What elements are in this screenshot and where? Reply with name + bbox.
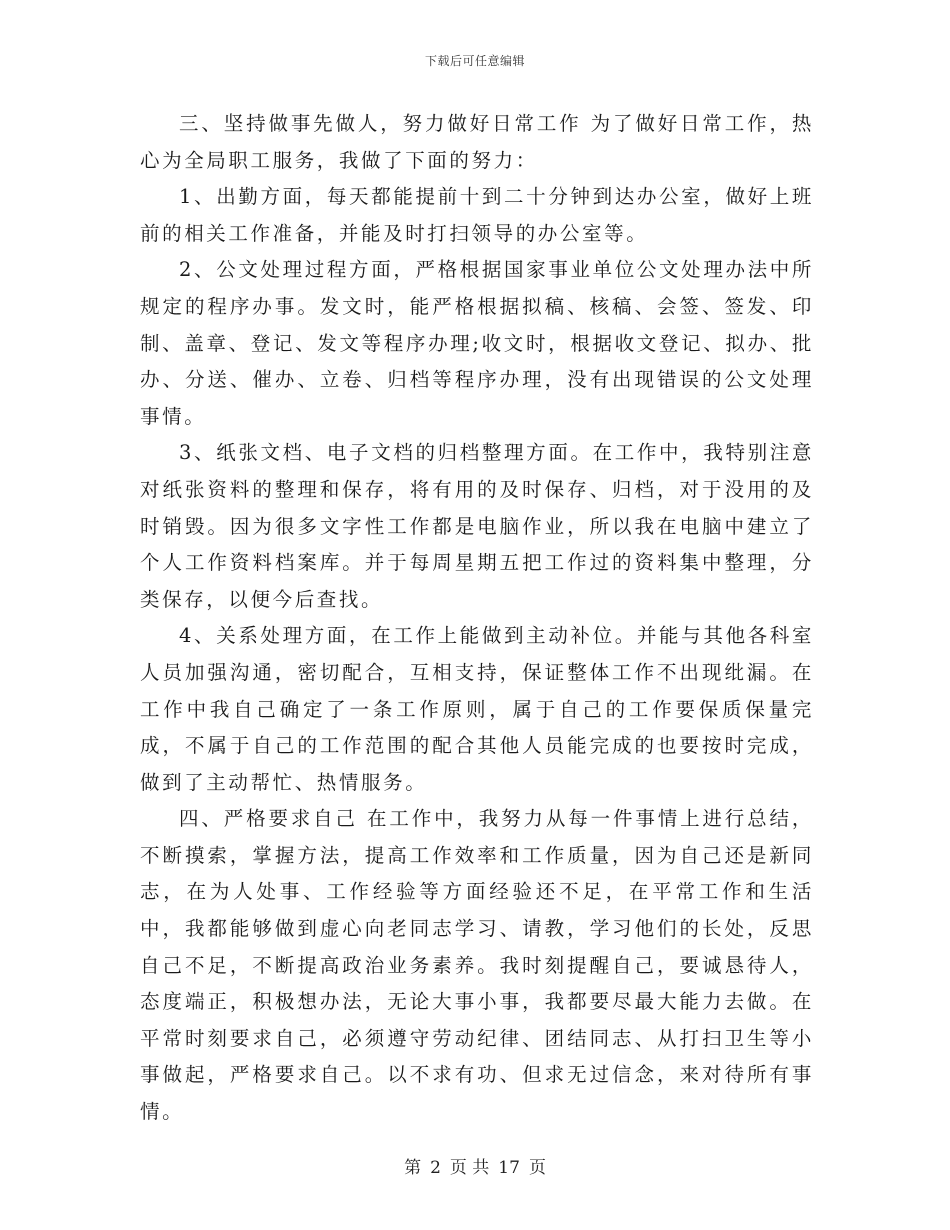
paragraph-section-three: 三、坚持做事先做人，努力做好日常工作 为了做好日常工作，热心为全局职工服务，我做了下面的努力： — [140, 112, 814, 172]
paragraph-section-four: 四、严格要求自己 在工作中，我努力从每一件事情上进行总结，不断摸索，掌握方法，提高工作效率和工作质量，因为自己还是新同志，在为人处事、工作经验等方面经验还不足，在平常工作和生活中，我都能够做到虚心向老同志学习、请教，学习他们的长处，反思自己不足，不断提高政治业务素养。我时刻提醒自己，要诚恳待人，态度端正，积极想办法，无论大事小事，我都要尽最大能力去做。在平常时刻要求自己，必须遵守劳动纪律、团结同志、从打扫卫生等小事做起，严格要求自己。以不求有功、但求无过信念，来对待所有事情。 — [140, 807, 814, 1124]
header-note: 下载后可任意编辑 — [424, 54, 525, 68]
paragraph-item-2-documents: 2、公文处理过程方面，严格根据国家事业单位公文处理办法中所规定的程序办事。发文时，能严格根据拟稿、核稿、会签、签发、印制、盖章、登记、发文等程序办理;收文时，根据收文登记、拟办、批办、分送、催办、立卷、归档等程序办理，没有出现错误的公文处理事情。 — [140, 258, 814, 428]
document-body — [140, 106, 814, 1131]
paragraph-item-3-archiving: 3、纸张文档、电子文档的归档整理方面。在工作中，我特别注意对纸张资料的整理和保存，将有用的及时保存、归档，对于没用的及时销毁。因为很多文字性工作都是电脑作业，所以我在电脑中建立了个人工作资料档案库。并于每周星期五把工作过的资料集中整理，分类保存，以便今后查找。 — [140, 441, 814, 611]
paragraph-item-4-relations: 4、关系处理方面，在工作上能做到主动补位。并能与其他各科室人员加强沟通，密切配合，互相支持，保证整体工作不出现纰漏。在工作中我自己确定了一条工作原则，属于自己的工作要保质保量完成，不属于自己的工作范围的配合其他人员能完成的也要按时完成，做到了主动帮忙、热情服务。 — [140, 624, 814, 794]
page-footer — [0, 1153, 950, 1178]
footer-page-number: 2 — [430, 1158, 441, 1178]
footer-suffix: 页 — [528, 1158, 546, 1178]
footer-prefix: 第 — [404, 1158, 422, 1178]
footer-middle: 页 共 — [449, 1158, 490, 1178]
footer-total-pages: 17 — [498, 1158, 520, 1178]
paragraph-item-1-attendance: 1、出勤方面，每天都能提前十到二十分钟到达办公室，做好上班前的相关工作准备，并能及时打扫领导的办公室等。 — [140, 185, 814, 245]
